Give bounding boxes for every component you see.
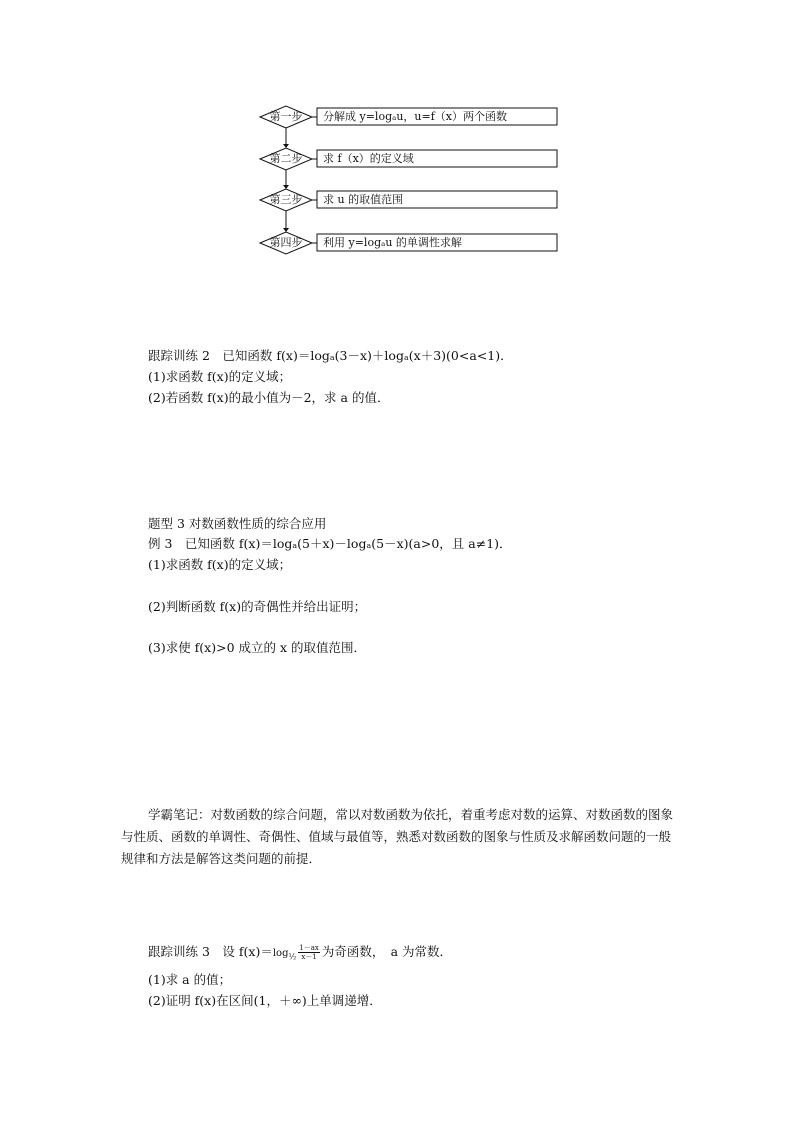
training3-q2: (2)证明 f(x)在区间(1，＋∞)上单调递增． bbox=[148, 993, 382, 1008]
arrow-1-2 bbox=[283, 144, 289, 148]
fraction-denominator: x－1 bbox=[301, 953, 317, 961]
example3-q3: (3)求使 f(x)>0 成立的 x 的取值范围． bbox=[148, 640, 367, 655]
arrow-3-4 bbox=[283, 228, 289, 232]
step1-text: 分解成 y=logₐu，u=f（x）两个函数 bbox=[323, 110, 508, 123]
training2-heading: 跟踪训练 2 已知函数 f(x)＝logₐ(3－x)＋logₐ(x＋3)(0<a<1)． bbox=[148, 348, 513, 363]
flowchart-shapes bbox=[0, 0, 794, 270]
fraction bbox=[298, 944, 320, 961]
training2-q2: (2)若函数 f(x)的最小值为－2，求 a 的值． bbox=[148, 390, 390, 405]
step2-text: 求 f（x）的定义域 bbox=[323, 152, 414, 165]
example3-q1: (1)求函数 f(x)的定义域； bbox=[148, 557, 292, 572]
type3-title: 题型 3 对数函数性质的综合应用 bbox=[148, 516, 327, 531]
training2-q1: (1)求函数 f(x)的定义域； bbox=[148, 369, 292, 384]
step1-label: 第一步 bbox=[269, 110, 303, 123]
example3-statement: 例 3 已知函数 f(x)＝logₐ(5＋x)－logₐ(5－x)(a>0，且 a≠1)． bbox=[148, 536, 512, 551]
training3-tail: 为奇函数， a 为常数． bbox=[321, 944, 452, 959]
example3-q2: (2)判断函数 f(x)的奇偶性并给出证明； bbox=[148, 599, 367, 614]
training3-heading bbox=[148, 942, 452, 968]
log-base: ½ bbox=[288, 952, 297, 962]
step2-label: 第二步 bbox=[269, 152, 303, 165]
arrow-2-3 bbox=[283, 185, 289, 189]
training3-lead: 跟踪训练 3 设 f(x)＝ bbox=[148, 944, 273, 959]
log-symbol: log bbox=[272, 948, 289, 959]
step3-label: 第三步 bbox=[269, 193, 303, 206]
training3-q1: (1)求 a 的值； bbox=[148, 972, 232, 987]
step4-text: 利用 y=logₐu 的单调性求解 bbox=[323, 236, 462, 249]
fraction-numerator: 1－ax bbox=[299, 944, 319, 952]
flowchart bbox=[0, 0, 794, 270]
step4-label: 第四步 bbox=[269, 236, 303, 249]
study-note: 学霸笔记：对数函数的综合问题，常以对数函数为依托，着重考虑对数的运算、对数函数的图象与性质、函数的单调性、奇偶性、值域与最值等，熟悉对数函数的图象与性质及求解函数问题的一般规律和方法是解答这类问题的前提． bbox=[121, 807, 674, 866]
step3-text: 求 u 的取值范围 bbox=[323, 193, 404, 206]
